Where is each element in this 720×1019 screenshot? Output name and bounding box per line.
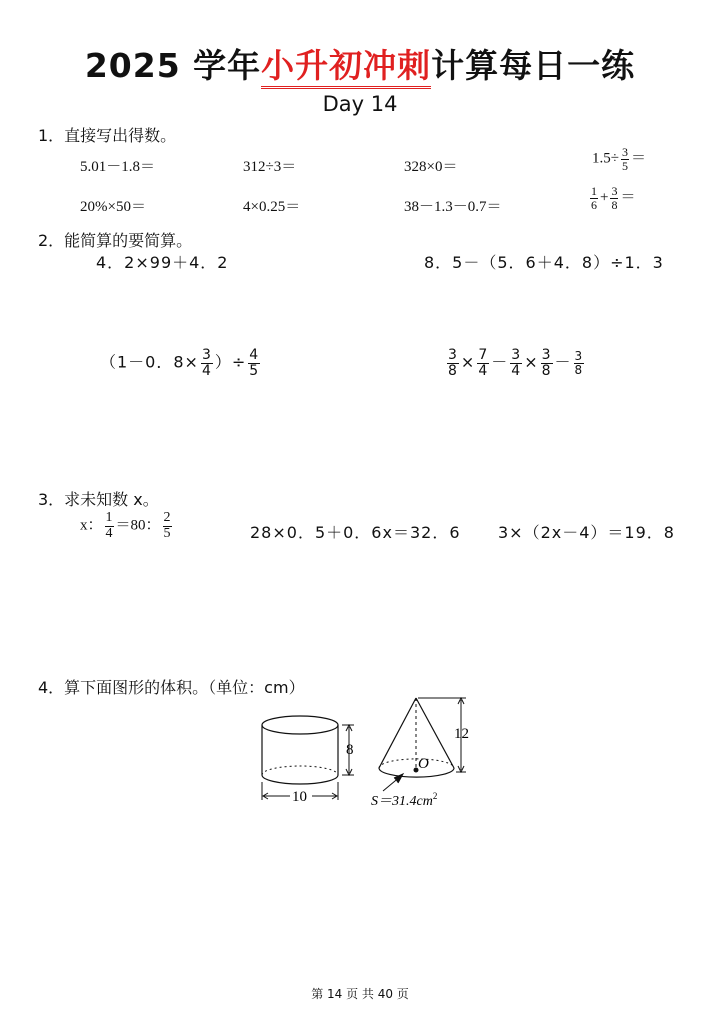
q1-item-5: 20%×50＝ bbox=[80, 199, 146, 215]
cylinder-height-label: 8 bbox=[346, 742, 354, 758]
solids-figure bbox=[255, 690, 485, 815]
fraction: $\frac{3}{8}$ bbox=[611, 184, 618, 212]
q2-heading: 2．能简算的要简算。 bbox=[38, 231, 193, 250]
title-suffix: 计算每日一练 bbox=[431, 46, 636, 85]
cylinder bbox=[262, 716, 354, 805]
q1-item-1: 5.01－1.8＝ bbox=[80, 159, 156, 175]
cone-area-label: $S=31.4cm^2$ bbox=[371, 791, 438, 809]
q1-heading: 1．直接写出得数。 bbox=[38, 126, 177, 145]
day-label: Day 14 bbox=[322, 92, 398, 116]
title-highlight: 小升初冲刺 bbox=[261, 46, 431, 89]
q1-item-8: $\frac{1}{6}$ + $\frac{3}{8}$ ＝ bbox=[591, 184, 636, 212]
q3-equation-2: 28×0．5＋0．6x＝32．6 bbox=[250, 523, 461, 542]
q1-item-6: 4×0.25＝ bbox=[243, 199, 301, 215]
fraction: $\frac{4}{5}$ bbox=[249, 347, 260, 379]
fraction: $\frac{1}{6}$ bbox=[591, 184, 597, 212]
cylinder-diameter-label: 10 bbox=[292, 789, 307, 805]
q4-heading: 4．算下面图形的体积。（单位：cm） bbox=[38, 678, 305, 697]
q2-problem-4: $\frac{3}{8}$ × $\frac{7}{4}$ － $\frac{3}{4}$ × $\frac{3}{8}$ － $\frac{3}{8}$ bbox=[448, 347, 584, 379]
q1-item-7: 38－1.3－0.7＝ bbox=[404, 199, 502, 215]
title-prefix: 2025 学年 bbox=[84, 46, 262, 85]
fraction: $\frac{3}{8}$ bbox=[541, 347, 552, 379]
page-title bbox=[0, 40, 720, 87]
fraction: $\frac{3}{5}$ bbox=[621, 145, 628, 173]
q2-problem-3: （1－0．8× $\frac{3}{4}$ ）÷ $\frac{4}{5}$ bbox=[100, 347, 260, 379]
cone-center-label: O bbox=[418, 756, 429, 772]
q2-problem-2: 8．5－（5．6＋4．8）÷1．3 bbox=[424, 253, 664, 272]
cone-height-label: 12 bbox=[454, 726, 469, 742]
q1-item-4: 1.5÷ $\frac{3}{5}$ ＝ bbox=[592, 145, 646, 173]
fraction: $\frac{3}{8}$ bbox=[574, 349, 584, 377]
fraction: $\frac{3}{4}$ bbox=[201, 347, 212, 379]
fraction: $\frac{1}{4}$ bbox=[105, 510, 113, 541]
fraction: $\frac{3}{4}$ bbox=[511, 347, 522, 379]
fraction: $\frac{7}{4}$ bbox=[478, 347, 489, 379]
q1-item-3: 328×0＝ bbox=[404, 159, 458, 175]
q3-equation-3: 3×（2x－4）＝19．8 bbox=[498, 523, 675, 542]
fraction: $\frac{2}{5}$ bbox=[163, 510, 171, 541]
q3-heading: 3．求未知数 x。 bbox=[38, 490, 159, 509]
cone bbox=[371, 698, 469, 809]
q1-item-2: 312÷3＝ bbox=[243, 159, 297, 175]
page-footer: 第 14 页 共 40 页 bbox=[311, 987, 409, 1001]
q2-problem-1: 4．2×99＋4．2 bbox=[96, 253, 229, 272]
q3-equation-1: x： $\frac{1}{4}$ ＝80： $\frac{2}{5}$ bbox=[80, 510, 171, 541]
fraction: $\frac{3}{8}$ bbox=[448, 347, 458, 379]
